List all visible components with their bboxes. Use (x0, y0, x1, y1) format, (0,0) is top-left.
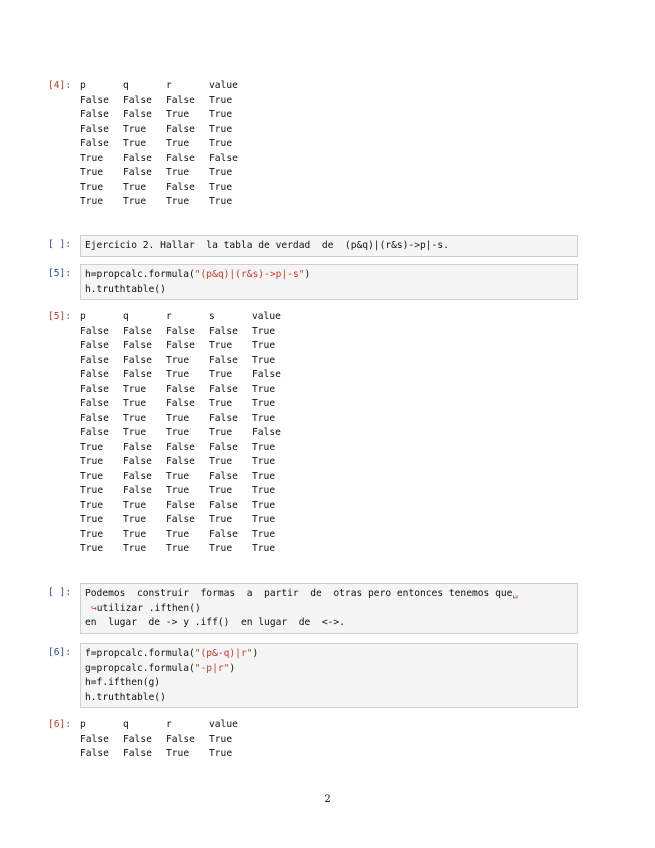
table-header-cell: q (123, 311, 129, 322)
table-cell: True (166, 109, 190, 120)
table-cell: True (123, 123, 147, 135)
table-cell: False (123, 167, 152, 178)
table-cell: False (166, 499, 195, 511)
table-row (80, 94, 259, 109)
table-cell: True (166, 354, 190, 366)
table-row (80, 528, 302, 543)
table-header-cell: q (123, 80, 129, 91)
table-cell: True (209, 514, 233, 525)
table-row (80, 325, 302, 340)
table-row (80, 339, 302, 354)
table-cell: True (209, 733, 233, 745)
code-line: f=propcalc.formula("(p&-q)|r") (85, 648, 259, 659)
table-header-cell: p (80, 311, 86, 322)
table-row (80, 397, 302, 412)
truth-table (80, 310, 578, 557)
table-cell: False (166, 152, 195, 164)
table-header-cell: s (209, 311, 215, 322)
table-cell: True (80, 167, 104, 178)
table-cell: True (80, 470, 104, 482)
table-cell: False (80, 398, 109, 409)
table-cell: True (123, 412, 147, 424)
table-cell: False (123, 369, 152, 380)
table-cell: True (123, 427, 147, 438)
table-cell: False (209, 499, 238, 511)
table-row (80, 412, 302, 427)
table-cell: False (80, 383, 109, 395)
table-header-row (80, 310, 302, 325)
table-cell: True (209, 543, 233, 554)
table-cell: False (80, 109, 109, 120)
code-line: h=propcalc.formula("(p&q)|(r&s)->p|-s") (85, 269, 311, 280)
table-cell: False (123, 456, 152, 467)
table-row (80, 513, 302, 528)
markdown-text: en lugar de -> y .iff() en lugar de <->. (85, 617, 345, 628)
table-cell: False (123, 340, 152, 351)
table-row (80, 470, 302, 485)
table-cell: True (209, 748, 233, 759)
truth-table (80, 79, 578, 210)
table-cell: True (80, 456, 104, 467)
table-cell: True (123, 383, 147, 395)
table-cell: False (166, 456, 195, 467)
table-cell: False (166, 398, 195, 409)
table-cell: True (123, 514, 147, 525)
table-row (80, 542, 302, 557)
table-cell: True (252, 383, 276, 395)
table-cell: True (166, 528, 190, 540)
table-cell: True (252, 514, 276, 525)
table-cell: True (80, 485, 104, 496)
markdown-text: Podemos construir formas a partir de otras pero entonces tenemos que␣ (85, 588, 519, 599)
truth-table-grid (80, 310, 302, 557)
table-header-cell: r (166, 719, 172, 730)
table-cell: False (209, 412, 238, 424)
table-cell: True (123, 543, 147, 554)
table-cell: False (80, 340, 109, 351)
table-cell: False (209, 441, 238, 453)
table-cell: True (80, 152, 104, 164)
table-cell: False (123, 733, 152, 745)
table-cell: True (252, 470, 276, 482)
table-cell: True (166, 167, 190, 178)
code-line: h=f.ifthen(g) (85, 677, 161, 688)
table-row (80, 123, 259, 138)
table-row (80, 181, 259, 196)
table-cell: True (123, 499, 147, 511)
table-cell: False (80, 138, 109, 149)
input-prompt: [ ]: (48, 587, 72, 598)
table-cell: False (80, 369, 109, 380)
table-cell: True (123, 181, 147, 193)
table-cell: False (123, 109, 152, 120)
table-cell: False (123, 441, 152, 453)
wrap-arrow-icon: ↪ (91, 602, 97, 614)
table-cell: True (166, 138, 190, 149)
table-cell: False (123, 325, 152, 337)
table-cell: True (252, 485, 276, 496)
table-cell: True (252, 528, 276, 540)
table-cell: True (252, 543, 276, 554)
table-cell: False (80, 733, 109, 745)
table-cell: True (209, 340, 233, 351)
output-prompt: [6]: (48, 719, 72, 730)
table-cell: True (166, 485, 190, 496)
table-row (80, 499, 302, 514)
table-row (80, 455, 302, 470)
table-cell: True (252, 325, 276, 337)
table-header-row (80, 79, 259, 94)
table-cell: False (252, 369, 281, 380)
table-header-cell: value (209, 719, 238, 730)
table-cell: True (209, 398, 233, 409)
table-cell: False (209, 325, 238, 337)
table-row (80, 747, 259, 762)
table-header-cell: p (80, 80, 86, 91)
table-cell: True (80, 528, 104, 540)
output-prompt: [4]: (48, 80, 72, 91)
table-row (80, 484, 302, 499)
table-cell: True (209, 369, 233, 380)
table-header-cell: p (80, 719, 86, 730)
table-cell: False (166, 514, 195, 525)
table-cell: True (166, 470, 190, 482)
table-row (80, 137, 259, 152)
table-row (80, 383, 302, 398)
table-cell: True (123, 528, 147, 540)
table-cell: True (252, 499, 276, 511)
code-line: h.truthtable() (85, 283, 166, 295)
table-cell: True (123, 398, 147, 409)
table-row (80, 108, 259, 123)
table-row (80, 368, 302, 383)
table-header-cell: q (123, 719, 129, 730)
table-cell: False (209, 528, 238, 540)
code-box[interactable] (80, 264, 578, 300)
table-header-cell: r (166, 80, 172, 91)
table-cell: True (252, 456, 276, 467)
table-cell: False (80, 94, 109, 106)
table-cell: True (166, 748, 190, 759)
table-cell: False (123, 354, 152, 366)
table-cell: False (209, 470, 238, 482)
table-cell: True (80, 543, 104, 554)
table-cell: False (80, 354, 109, 366)
table-row (80, 166, 259, 181)
input-prompt: [6]: (48, 647, 72, 658)
table-cell: False (123, 94, 152, 106)
table-cell: True (252, 340, 276, 351)
markdown-box[interactable] (80, 235, 578, 257)
markdown-text: ↪utilizar .ifthen() (85, 602, 573, 617)
output-prompt: [5]: (48, 311, 72, 322)
table-cell: False (209, 354, 238, 366)
table-cell: False (166, 325, 195, 337)
table-cell: True (123, 138, 147, 149)
line-continuation-icon: ␣ (512, 588, 519, 599)
table-cell: False (123, 748, 152, 759)
table-cell: True (252, 354, 276, 366)
table-cell: True (209, 94, 233, 106)
table-cell: True (123, 196, 147, 207)
table-cell: False (123, 152, 152, 164)
table-cell: True (209, 123, 233, 135)
table-header-cell: value (252, 311, 281, 322)
table-cell: True (209, 167, 233, 178)
table-cell: False (123, 485, 152, 496)
table-cell: False (166, 340, 195, 351)
code-box[interactable] (80, 643, 578, 708)
table-cell: False (166, 733, 195, 745)
table-cell: False (166, 383, 195, 395)
input-prompt: [ ]: (48, 239, 72, 250)
table-cell: True (209, 456, 233, 467)
table-cell: False (166, 94, 195, 106)
table-cell: True (252, 441, 276, 453)
code-line: h.truthtable() (85, 691, 166, 703)
markdown-box[interactable] (80, 583, 578, 634)
page-number: 2 (324, 794, 331, 805)
table-cell: True (80, 514, 104, 525)
truth-table-grid (80, 79, 259, 210)
truth-table-grid (80, 718, 259, 762)
code-line: g=propcalc.formula("-p|r") (85, 662, 236, 674)
table-cell: True (209, 427, 233, 438)
table-cell: True (252, 398, 276, 409)
table-cell: False (252, 427, 281, 438)
table-cell: True (166, 427, 190, 438)
table-cell: False (80, 412, 109, 424)
input-prompt: [5]: (48, 268, 72, 279)
table-cell: True (80, 499, 104, 511)
table-cell: False (80, 748, 109, 759)
table-cell: False (209, 152, 238, 164)
table-cell: True (209, 485, 233, 496)
table-cell: False (166, 123, 195, 135)
markdown-text: Ejercicio 2. Hallar la tabla de verdad de (p&q)|(r&s)->p|-s. (85, 240, 449, 251)
truth-table (80, 718, 578, 762)
table-cell: True (80, 196, 104, 207)
table-cell: False (123, 470, 152, 482)
table-cell: True (209, 109, 233, 120)
table-row (80, 426, 302, 441)
table-cell: False (80, 123, 109, 135)
table-cell: False (209, 383, 238, 395)
table-cell: True (80, 441, 104, 453)
table-cell: True (166, 196, 190, 207)
table-row (80, 354, 302, 369)
table-row (80, 195, 259, 210)
table-cell: True (166, 369, 190, 380)
table-cell: True (209, 196, 233, 207)
table-header-cell: value (209, 80, 238, 91)
table-cell: True (209, 181, 233, 193)
table-row (80, 441, 302, 456)
table-row (80, 152, 259, 167)
table-row (80, 733, 259, 748)
table-cell: False (80, 427, 109, 438)
table-cell: True (252, 412, 276, 424)
table-header-cell: r (166, 311, 172, 322)
table-cell: True (80, 181, 104, 193)
table-header-row (80, 718, 259, 733)
table-cell: True (166, 543, 190, 554)
table-cell: False (166, 441, 195, 453)
table-cell: True (166, 412, 190, 424)
table-cell: False (166, 181, 195, 193)
table-cell: True (209, 138, 233, 149)
table-cell: False (80, 325, 109, 337)
